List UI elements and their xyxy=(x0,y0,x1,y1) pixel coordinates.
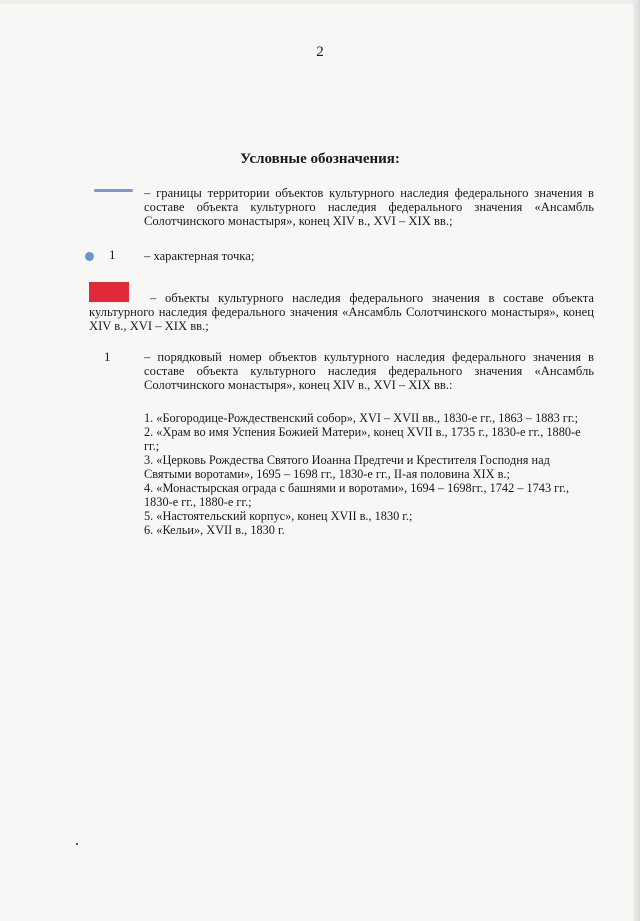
list-item: 2. «Храм во имя Успения Божией Матери», конец XVII в., 1735 г., 1830-е гг., 1880-е гг.; xyxy=(144,425,581,453)
list-item: 3. «Церковь Рождества Святого Иоанна Предтечи и Крестителя Господня над Святыми воротами», 1695 – 1698 гг., 1830-е гг., II-ая половина XIX в.; xyxy=(144,453,550,481)
point-symbol xyxy=(85,252,94,261)
objects-description-line1: – объекты культурного наследия федерального значения в составе объекта xyxy=(150,291,594,305)
heritage-objects-list xyxy=(144,411,594,537)
page-right-edge xyxy=(633,0,640,921)
list-item: 1. «Богородице-Рождественский собор», XVI – XVII вв., 1830-е гг., 1863 – 1883 гг.; xyxy=(144,411,578,425)
list-item: 4. «Монастырская ограда с башнями и воротами», 1694 – 1698гг., 1742 – 1743 гг., 1830-е гг., 1880-е гг.; xyxy=(144,481,570,509)
ordinal-number-marker: 1 xyxy=(104,349,111,364)
page-number: 2 xyxy=(316,44,324,60)
page-top-edge xyxy=(0,0,640,4)
list-item: 5. «Настоятельский корпус», конец XVII в., 1830 г.; xyxy=(144,509,413,523)
boundary-line-symbol xyxy=(94,189,133,192)
objects-description-rest: культурного наследия федерального значения «Ансамбль Солотчинского монастыря», конец XIV в., XVI – XIX вв.; xyxy=(89,305,594,333)
legend-heading: Условные обозначения: xyxy=(240,151,400,167)
scan-speck xyxy=(76,843,78,845)
ordinal-number-description: – порядковый номер объектов культурного наследия федерального значения в составе объекта культурного наследия федерального значения «Ансамбль Солотчинского монастыря», конец XIV в., XVI – XIX вв.: xyxy=(144,350,594,392)
point-number: 1 xyxy=(109,247,116,262)
boundary-description: – границы территории объектов культурного наследия федерального значения в составе объекта культурного наследия федерального значения «Ансамбль Солотчинского монастыря», конец XIV в., XVI – XIX вв.; xyxy=(144,186,594,228)
heritage-object-symbol xyxy=(89,282,129,302)
list-item: 6. «Кельи», XVII в., 1830 г. xyxy=(144,523,285,537)
point-description: – характерная точка; xyxy=(144,249,255,263)
